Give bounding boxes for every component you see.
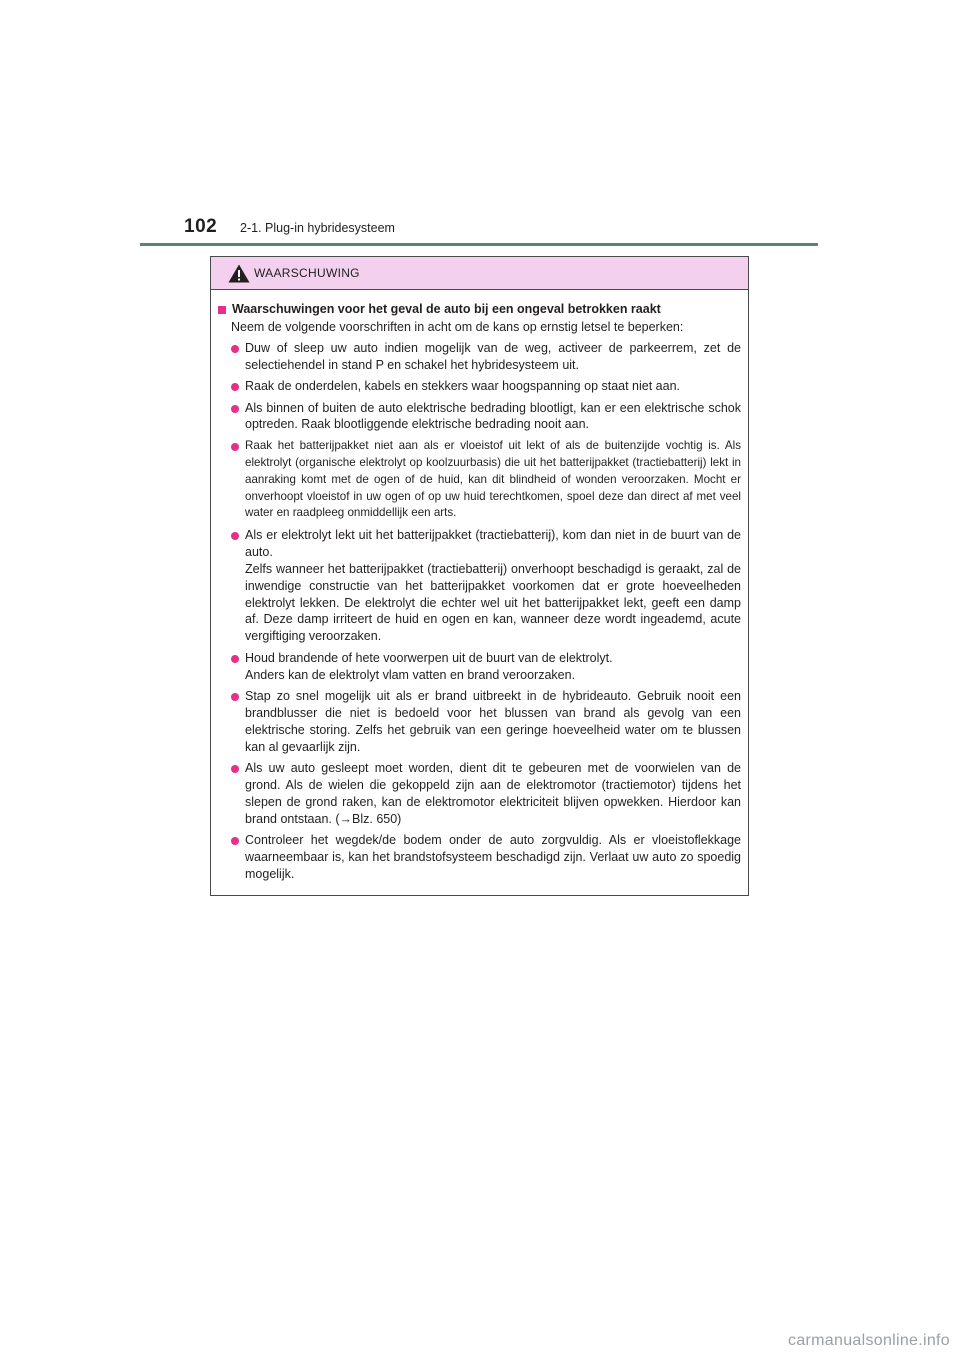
round-bullet-icon: [231, 443, 239, 451]
warning-bullet-text: [245, 760, 741, 828]
warning-heading: [218, 301, 741, 318]
round-bullet-icon: [231, 345, 239, 353]
round-bullet-icon: [231, 765, 239, 773]
warning-bullet-line: Controleer het wegdek/de bodem onder de auto zorgvuldig. Als er vloeistoflekkage waarneembaar is, kan het brandstofsysteem beschadigd zijn. Verlaat uw auto zo spoedig mogelijk.: [245, 833, 741, 882]
warning-bullet-text: [245, 527, 741, 645]
page-number: 102: [184, 216, 218, 237]
section-title: 2-1. Plug-in hybridesysteem: [240, 221, 395, 235]
round-bullet-icon: [231, 837, 239, 845]
warning-intro: Neem de volgende voorschriften in acht om de kans op ernstig letsel te beperken:: [231, 319, 684, 334]
warning-label: WAARSCHUWING: [254, 266, 360, 280]
warning-box: [210, 256, 749, 896]
round-bullet-icon: [231, 655, 239, 663]
warning-bullet-text: [245, 688, 741, 756]
warning-bullet-line: Houd brandende of hete voorwerpen uit de buurt van de elektrolyt.: [245, 650, 613, 665]
round-bullet-icon: [231, 383, 239, 391]
warning-bullet-line: Stap zo snel mogelijk uit als er brand uitbreekt in de hybrideauto. Gebruik nooit een brandblusser die niet is bedoeld voor het blussen van brand als gevolg van een elektrische storing. Zelfs het gebruik van een geringe hoeveelheid water om te blussen kan al gevaarlijk zijn.: [245, 689, 741, 754]
warning-bullet-line: Als uw auto gesleept moet worden, dient dit te gebeuren met de voorwielen van de grond. Als de wielen die gekoppeld zijn aan de elektromotor (tractiemotor) tijdens het slepen de grond raken, kan de elektromotor elektriciteit blijven opwekken. Hierdoor kan brand ontstaan. (→Blz. 650): [245, 761, 741, 826]
warning-bullet-text: [245, 438, 741, 523]
warning-bullet-line: Duw of sleep uw auto indien mogelijk van de weg, activeer de parkeerrem, zet de selectiehendel in stand P en schakel het hybridesysteem uit.: [245, 340, 741, 372]
round-bullet-icon: [231, 532, 239, 540]
warning-bullet-line: Raak het batterijpakket niet aan als er vloeistof uit lekt of als de buitenzijde vochtig is. Als elektrolyt (organische elektrolyt op koolzuurbasis) die uit het batterijpakket (tractiebatterij) lekt in aanraking komt met de ogen of de huid, kan dit blindheid of wonden veroorzaken. Mocht er onverhoopt vloeistof in uw ogen of op uw huid terechtkomen, spoel deze dan direct af met veel water en raadpleeg onmiddellijk een arts.: [245, 438, 741, 520]
warning-bullet: [218, 378, 741, 395]
warning-bullet-text: [245, 832, 741, 883]
warning-body: [211, 290, 748, 883]
warning-bullet-line: Als binnen of buiten de auto elektrische bedrading blootligt, kan er een elektrische schok optreden. Raak blootliggende elektrische bedrading nooit aan.: [245, 400, 741, 432]
warning-bullet-line: Als er elektrolyt lekt uit het batterijpakket (tractiebatterij), kom dan niet in de buurt van de auto.: [245, 527, 741, 559]
warning-bullet: [218, 527, 741, 645]
header-rule: [140, 243, 818, 246]
warning-bullet-text: [245, 378, 741, 395]
warning-bullet: [218, 832, 741, 883]
warning-bullet-list: [218, 340, 741, 883]
warning-bullet: [218, 340, 741, 374]
warning-bullet: [218, 650, 741, 684]
warning-bullet: [218, 688, 741, 756]
warning-bullet-line: Raak de onderdelen, kabels en stekkers waar hoogspanning op staat niet aan.: [245, 379, 681, 394]
warning-bullet: [218, 400, 741, 434]
warning-heading-text: Waarschuwingen voor het geval de auto bij een ongeval betrokken raakt: [232, 302, 661, 316]
warning-triangle-icon: [228, 264, 250, 283]
footer-watermark: carmanualsonline.info: [788, 1332, 950, 1349]
warning-bullet-text: [245, 400, 741, 434]
square-bullet-icon: [218, 306, 226, 314]
warning-bullet-line: Zelfs wanneer het batterijpakket (tractiebatterij) onverhoopt beschadigd is geraakt, zal de inwendige constructie van het batterijpakket voorkomen dat er grote hoeveelheden elektrolyt lekken. De elektrolyt die echter wel uit het batterijpakket lekt, geeft een damp af. Deze damp irriteert de huid en ogen en kan, wanneer deze wordt ingeademd, acute vergiftiging veroorzaken.: [245, 561, 741, 644]
warning-bullet-text: [245, 340, 741, 374]
round-bullet-icon: [231, 405, 239, 413]
warning-bullet-text: [245, 650, 741, 684]
round-bullet-icon: [231, 693, 239, 701]
warning-bullet-line: Anders kan de elektrolyt vlam vatten en brand veroorzaken.: [245, 667, 576, 682]
warning-header: [211, 257, 748, 290]
warning-bullet: [218, 760, 741, 828]
warning-bullet: [218, 438, 741, 523]
